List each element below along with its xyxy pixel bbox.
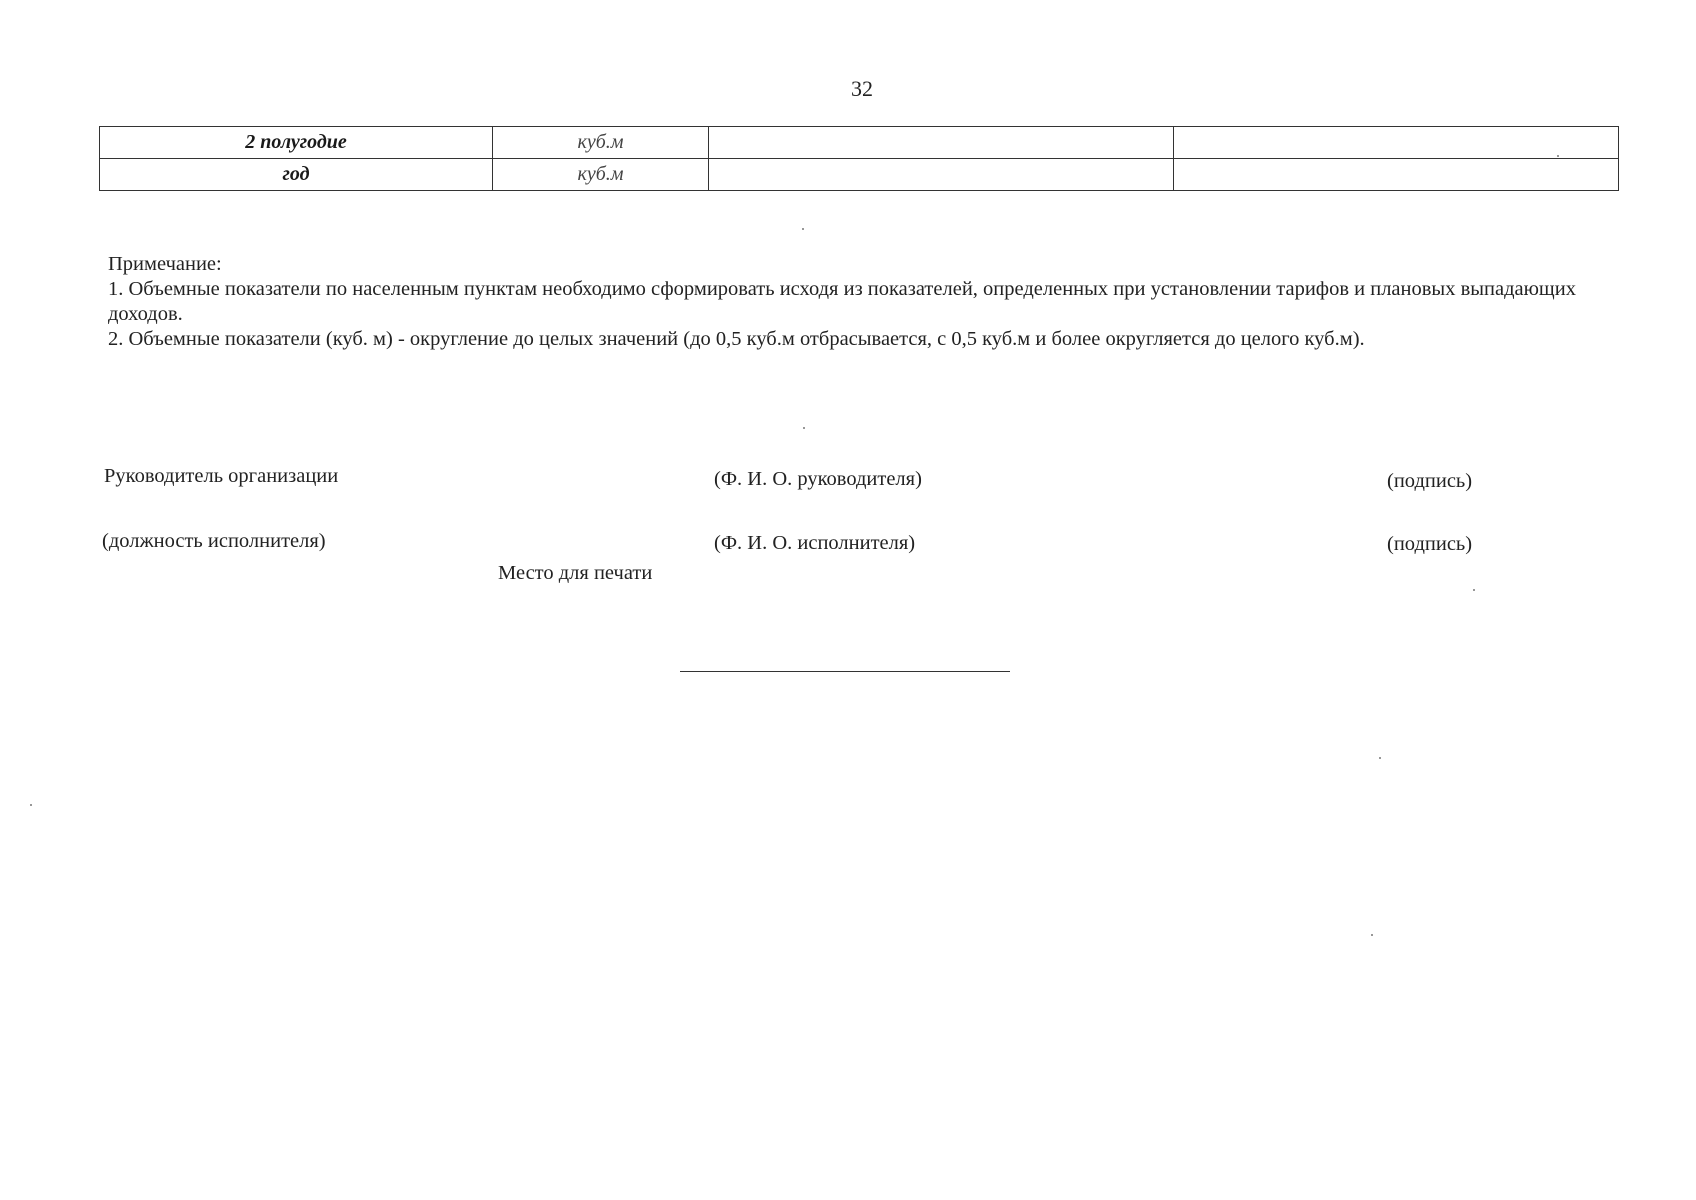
scan-speck	[1473, 589, 1475, 591]
head-name-placeholder: (Ф. И. О. руководителя)	[714, 468, 922, 490]
scan-speck	[1379, 757, 1381, 759]
note-heading: Примечание:	[108, 253, 222, 275]
scan-speck	[30, 804, 32, 806]
bottom-divider	[680, 671, 1010, 672]
value-cell	[709, 159, 1174, 191]
scan-speck	[1557, 155, 1559, 157]
executor-signature-placeholder: (подпись)	[1387, 533, 1473, 555]
head-label: Руководитель организации	[104, 465, 339, 487]
period-cell: год	[100, 159, 493, 191]
unit-cell: куб.м	[493, 127, 709, 159]
head-signature-placeholder: (подпись)	[1387, 470, 1473, 492]
scan-speck	[1371, 934, 1373, 936]
note-item-1: 1. Объемные показатели по населенным пунктам необходимо сформировать исходя из показателей, определенных при установлении тарифов и плановых выпадающих доходов.	[108, 278, 1576, 325]
executor-position-placeholder: (должность исполнителя)	[102, 530, 326, 552]
executor-name-placeholder: (Ф. И. О. исполнителя)	[714, 532, 916, 554]
table-row	[100, 159, 1619, 191]
value-cell	[1174, 159, 1619, 191]
value-cell	[709, 127, 1174, 159]
value-cell	[1174, 127, 1619, 159]
stamp-place-label: Место для печати	[498, 562, 653, 584]
note-section	[108, 252, 1628, 352]
unit-cell: куб.м	[493, 159, 709, 191]
page-number: 32	[851, 76, 873, 101]
scan-speck	[802, 228, 804, 230]
table-row	[100, 127, 1619, 159]
period-cell: 2 полугодие	[100, 127, 493, 159]
volume-table	[99, 126, 1619, 191]
note-item-2: 2. Объемные показатели (куб. м) - округление до целых значений (до 0,5 куб.м отбрасывается, с 0,5 куб.м и более округляется до целого куб.м).	[108, 328, 1365, 350]
scan-speck	[803, 427, 805, 429]
